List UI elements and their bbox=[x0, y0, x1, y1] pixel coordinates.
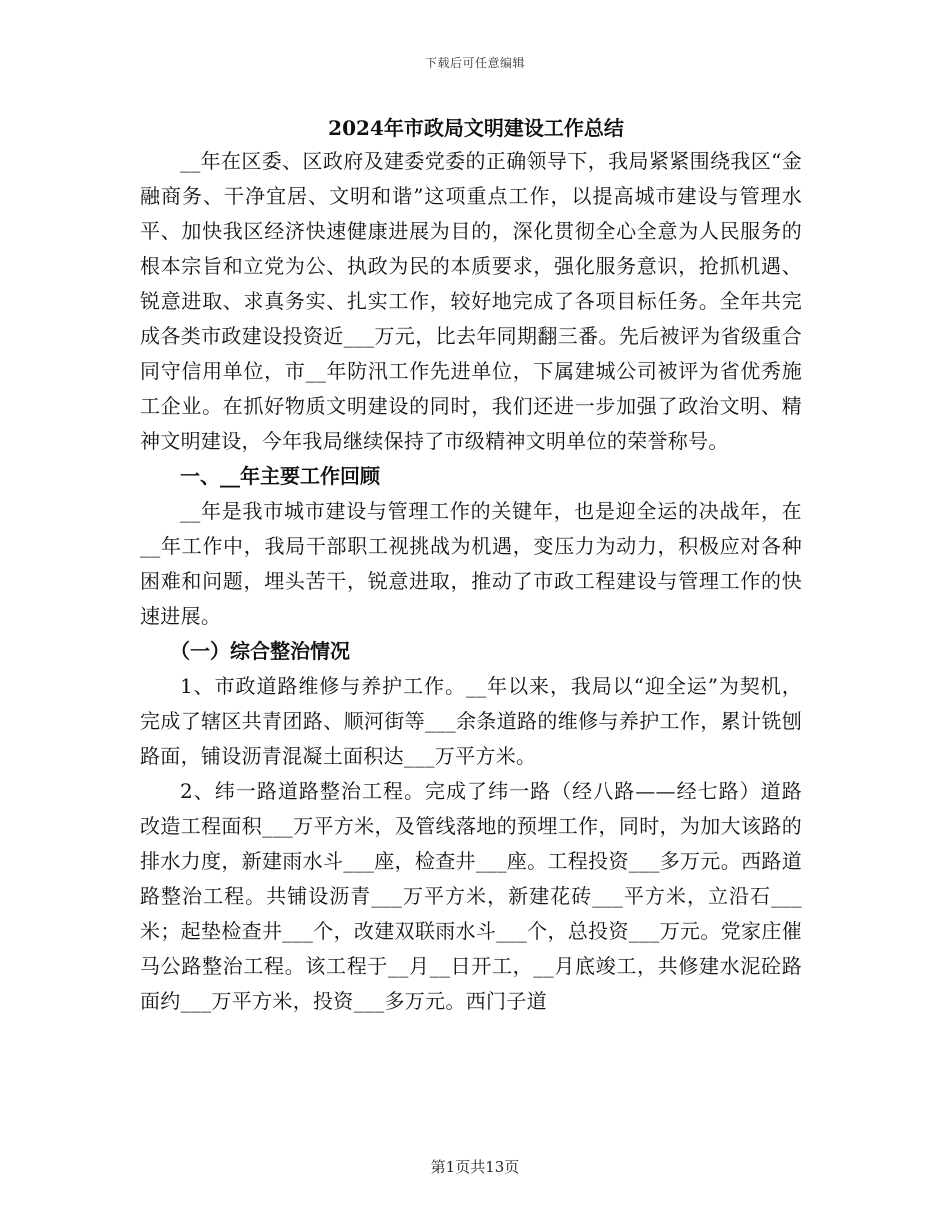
paragraph-item-1: 1、市政道路维修与养护工作。__年以来，我局以“迎全运”为契机，完成了辖区共青团路、顺河街等___余条道路的维修与养护工作，累计铣刨路面，铺设沥青混凝土面积达___万平方米。 bbox=[140, 674, 802, 768]
subsection-heading-rectification: （一）综合整治情况 bbox=[170, 639, 350, 663]
paragraph-item-2: 2、纬一路道路整治工程。完成了纬一路（经八路——经七路）道路改造工程面积___万平方米，及管线落地的预埋工作，同时，为加大该路的排水力度，新建雨水斗___座，检查井___座。工程投资___多万元。西路道路整治工程。共铺设沥青___万平方米，新建花砖___平方米，立沿石___米；起垫检查井___个，改建双联雨水斗___个，总投资___万元。党家庄催马公路整治工程。该工程于__月__日开工，__月底竣工，共修建水泥砼路面约___万平方米，投资___多万元。西门子道 bbox=[140, 779, 802, 1013]
header-note: 下载后可任意编辑 bbox=[424, 56, 525, 70]
page-footer: 第1页共13页 bbox=[430, 1158, 520, 1176]
section-heading-review: 一、__年主要工作回顾 bbox=[180, 464, 380, 488]
document-body bbox=[140, 112, 802, 1019]
paragraph-intro: __年在区委、区政府及建委党委的正确领导下，我局紧紧围绕我区“金融商务、干净宜居、文明和谐”这项重点工作，以提高城市建设与管理水平、加快我区经济快速健康进展为目的，深化贯彻全心全意为人民服务的根本宗旨和立党为公、执政为民的本质要求，强化服务意识，抢抓机遇、锐意进取、求真务实、扎实工作，较好地完成了各项目标任务。全年共完成各类市政建设投资近___万元，比去年同期翻三番。先后被评为省级重合同守信用单位，市__年防汛工作先进单位，下属建城公司被评为省优秀施工企业。在抓好物质文明建设的同时，我们还进一步加强了政治文明、精神文明建设，今年我局继续保持了市级精神文明单位的荣誉称号。 bbox=[140, 149, 802, 453]
document-title: 2024年市政局文明建设工作总结 bbox=[328, 116, 624, 140]
paragraph-review: __年是我市城市建设与管理工作的关键年，也是迎全运的决战年，在__年工作中，我局干部职工视挑战为机遇，变压力为动力，积极应对各种困难和问题，埋头苦干，锐意进取，推动了市政工程建设与管理工作的快速进展。 bbox=[140, 499, 802, 628]
